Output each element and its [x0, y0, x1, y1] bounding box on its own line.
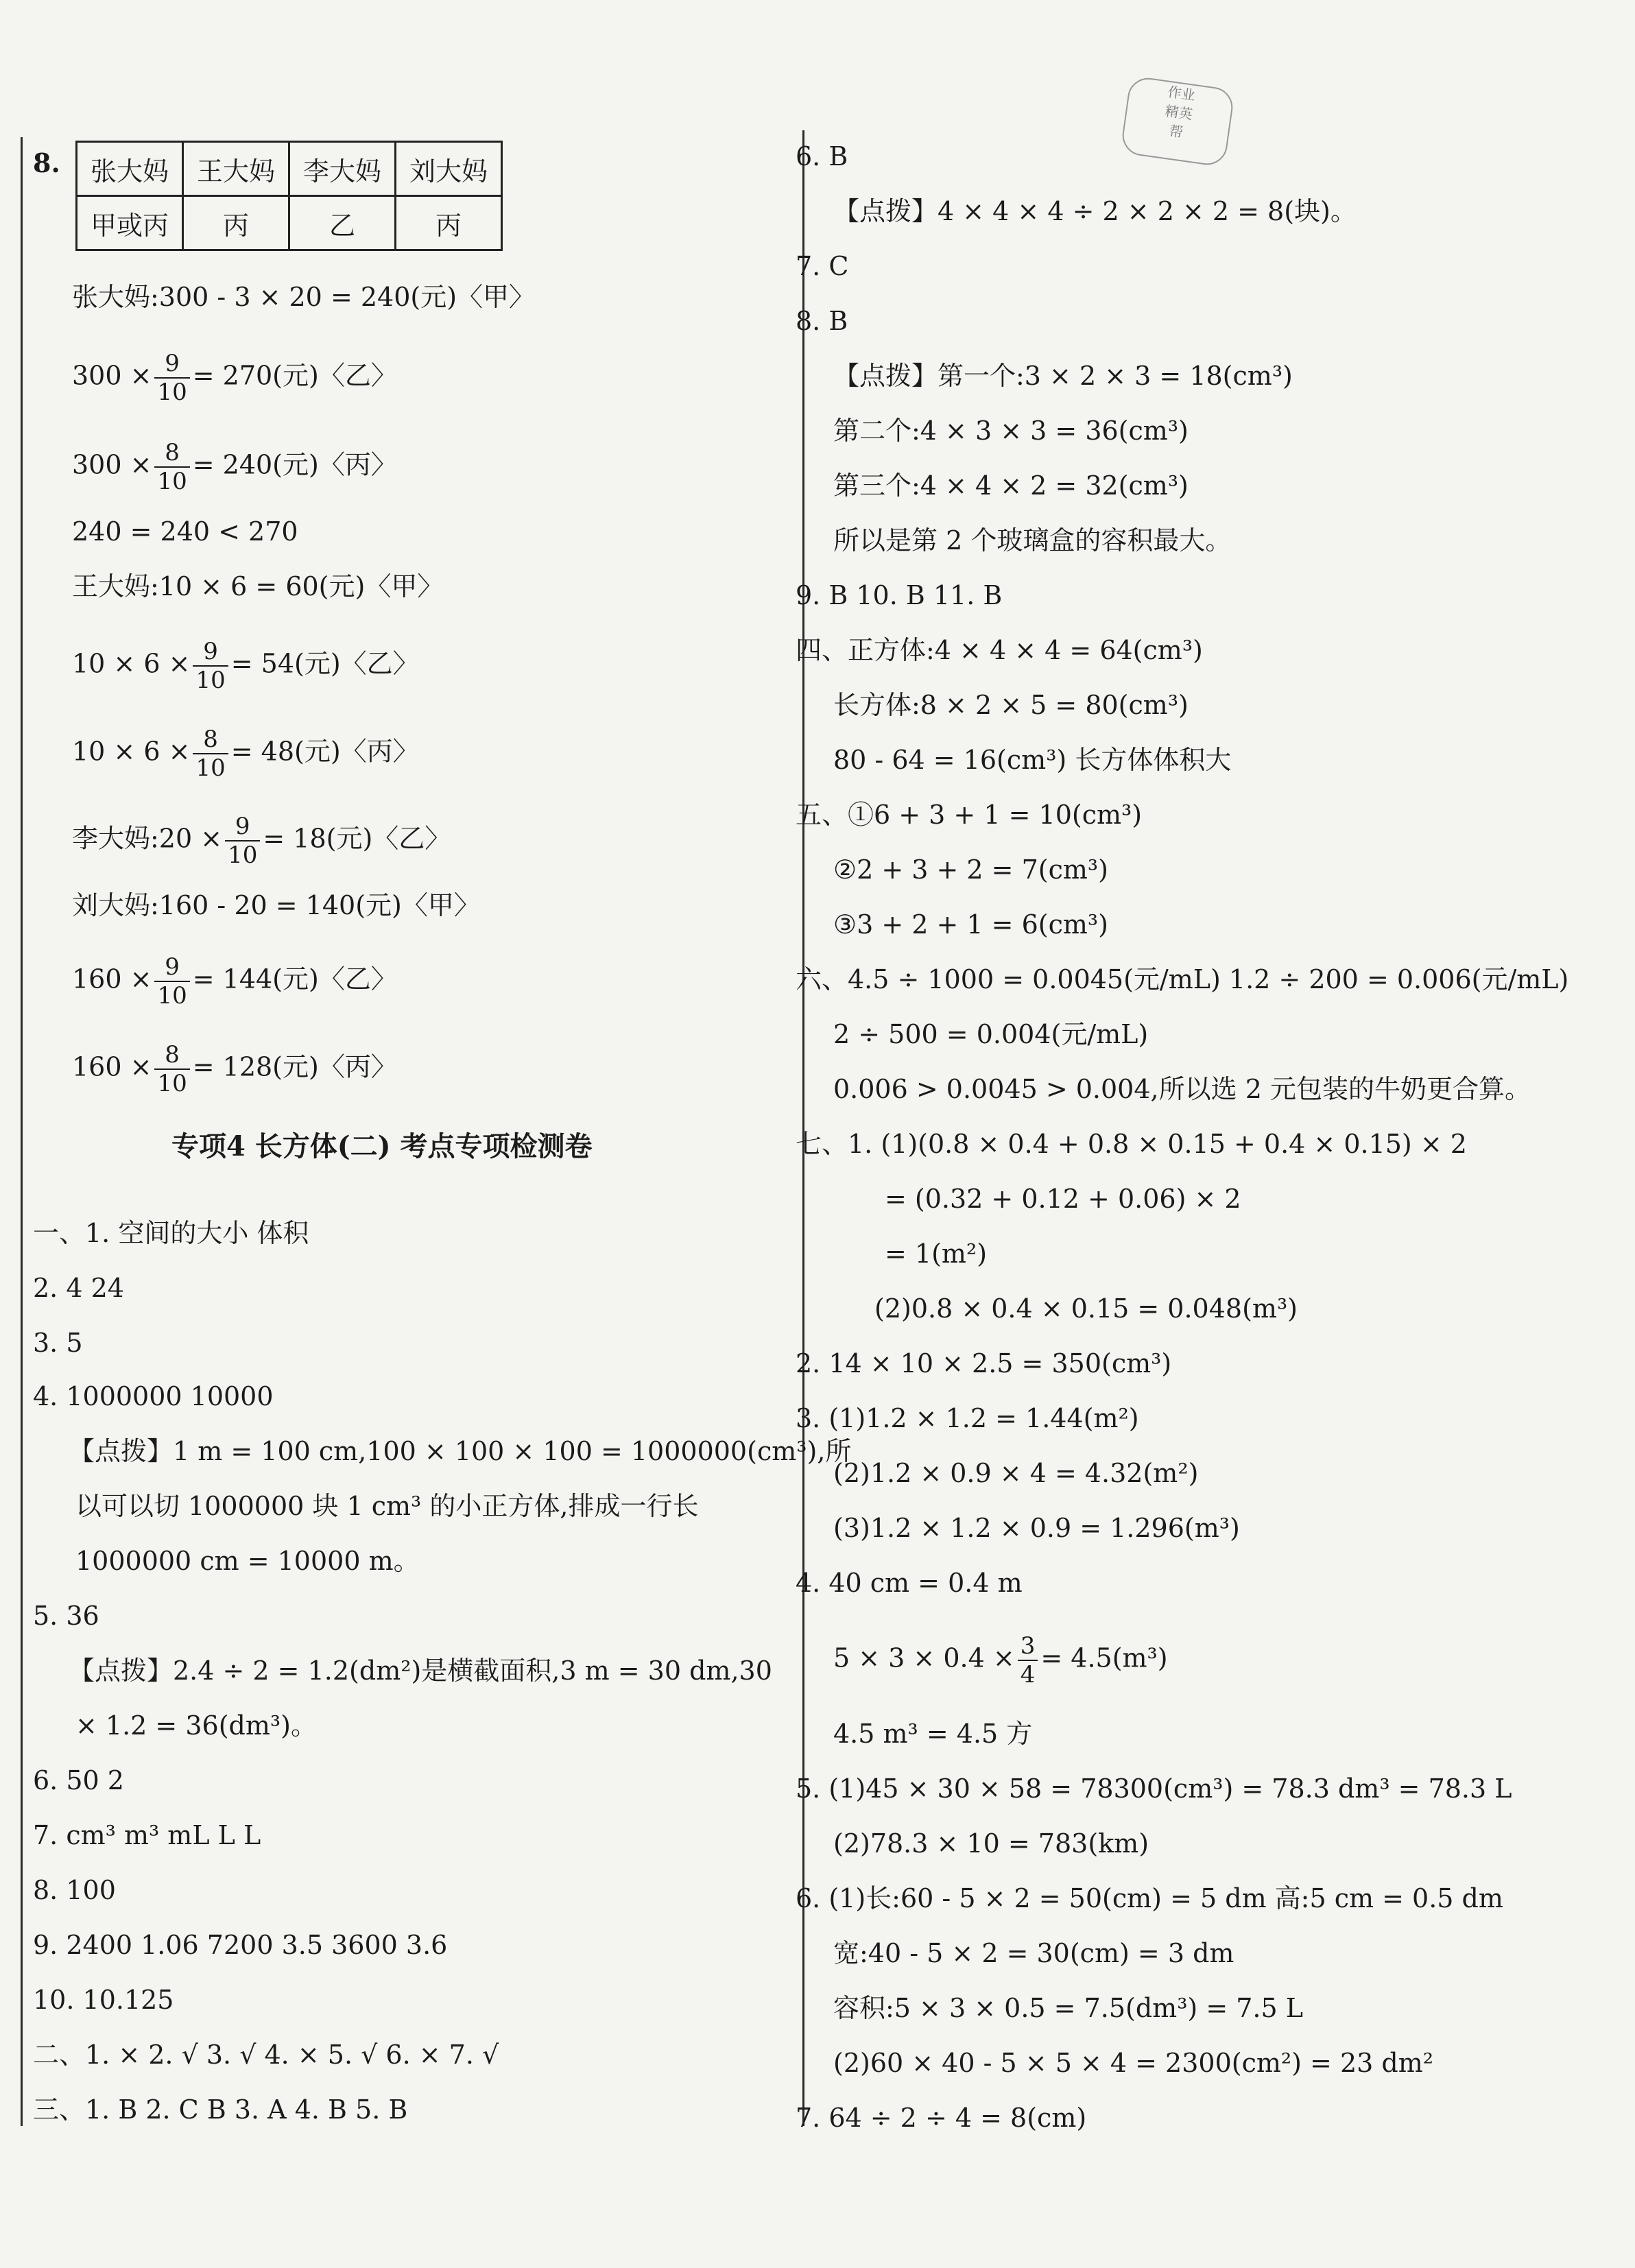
fraction [1018, 1632, 1038, 1688]
expr-part: 李大妈:20 × [72, 823, 223, 854]
answer-line: 7. cm³ m³ mL L L [33, 1820, 261, 1850]
table-header-row [77, 142, 502, 196]
expr-part: 300 × [72, 360, 152, 391]
hint-line: 【点拨】第一个:3 × 2 × 3 = 18(cm³) [833, 361, 1293, 391]
answer-line: 五、①6 + 3 + 1 = 10(cm³) [796, 800, 1143, 830]
hint-line: 【点拨】1 m = 100 cm,100 × 100 × 100 = 1000000(cm³),所 [69, 1436, 852, 1466]
answer-line: 6. 50 2 [33, 1765, 124, 1795]
answer-line: 4.5 m³ = 4.5 方 [833, 1719, 1033, 1749]
denominator: 10 [157, 379, 187, 406]
denominator: 10 [195, 667, 226, 694]
answer-line: 七、1. (1)(0.8 × 0.4 + 0.8 × 0.15 + 0.4 × 0.15) × 2 [796, 1129, 1467, 1159]
answer-line: 9. B 10. B 11. B [796, 580, 1003, 610]
expr-part: 5 × 3 × 0.4 × [833, 1643, 1015, 1673]
table-header-cell: 张大妈 [77, 142, 183, 196]
denominator: 10 [157, 1070, 187, 1097]
expr-part: 10 × 6 × [72, 648, 191, 679]
expr-part: = 128(元)〈丙〉 [192, 1051, 397, 1082]
fraction [154, 1041, 189, 1097]
denominator: 10 [228, 841, 258, 869]
answer-line: = 1(m²) [885, 1239, 988, 1269]
answer-line: 9. 2400 1.06 7200 3.5 3600 3.6 [33, 1930, 448, 1960]
fraction [193, 726, 228, 782]
expr-part: 160 × [72, 964, 152, 994]
answer-line: 二、1. × 2. √ 3. √ 4. × 5. √ 6. × 7. √ [33, 2040, 499, 2070]
expr-part: 300 × [72, 449, 152, 480]
hint-line: 【点拨】2.4 ÷ 2 = 1.2(dm²)是横截面积,3 m = 30 dm,30 [69, 1656, 772, 1686]
watermark-stamp: 作业 精英 帮 [1120, 75, 1235, 167]
answer-line: 7. 64 ÷ 2 ÷ 4 = 8(cm) [796, 2103, 1087, 2133]
table-cell: 丙 [396, 196, 502, 250]
numerator: 8 [154, 1041, 189, 1070]
answer-line: ③3 + 2 + 1 = 6(cm³) [833, 909, 1108, 940]
fraction-line [72, 439, 397, 495]
fraction-line [72, 726, 419, 782]
answer-line: 4. 40 cm = 0.4 m [796, 1568, 1023, 1598]
answer-line: 6. B [796, 141, 848, 171]
answer-line: 一、1. 空间的大小 体积 [33, 1218, 309, 1248]
expr-part: 10 × 6 × [72, 736, 191, 767]
fraction [154, 350, 189, 406]
answer-line: (2)78.3 × 10 = 783(km) [833, 1828, 1149, 1859]
hint-line: 以可以切 1000000 块 1 cm³ 的小正方体,排成一行长 [75, 1491, 699, 1521]
answer-line: 10. 10.125 [33, 1985, 174, 2015]
denominator: 10 [195, 754, 226, 782]
hint-line: × 1.2 = 36(dm³)。 [75, 1710, 317, 1741]
answer-line: 容积:5 × 3 × 0.5 = 7.5(dm³) = 7.5 L [833, 1993, 1304, 2023]
denominator: 10 [157, 982, 187, 1010]
answer-line: 6. (1)长:60 - 5 × 2 = 50(cm) = 5 dm 高:5 cm = 0.5 dm [796, 1883, 1503, 1913]
table-header-cell: 李大妈 [289, 142, 396, 196]
result-table [75, 141, 503, 251]
answer-line: 5. 36 [33, 1601, 99, 1631]
table-label: 8. [33, 147, 60, 178]
answer-line: ②2 + 3 + 2 = 7(cm³) [833, 855, 1108, 885]
expr-part: = 18(元)〈乙〉 [263, 823, 451, 854]
numerator: 8 [154, 439, 189, 468]
fraction [193, 638, 228, 694]
answer-line: 5. (1)45 × 30 × 58 = 78300(cm³) = 78.3 dm³ = 78.3 L [796, 1774, 1512, 1804]
answer-line: (2)1.2 × 0.9 × 4 = 4.32(m²) [833, 1458, 1199, 1488]
numerator: 8 [193, 726, 228, 754]
numerator: 9 [193, 638, 228, 667]
numerator: 9 [225, 813, 260, 841]
answer-line: 四、正方体:4 × 4 × 4 = 64(cm³) [796, 635, 1203, 665]
answer-line: 8. B [796, 306, 848, 336]
fraction [154, 439, 189, 495]
answer-line: 2. 4 24 [33, 1273, 124, 1303]
table-cell: 丙 [183, 196, 289, 250]
page-left-border [21, 137, 23, 2126]
answer-line: 0.006 > 0.0045 > 0.004,所以选 2 元包装的牛奶更合算。 [833, 1074, 1531, 1104]
fraction-line [72, 350, 397, 406]
answer-line: 4. 1000000 10000 [33, 1381, 274, 1411]
numerator: 9 [154, 953, 189, 982]
answer-line: 六、4.5 ÷ 1000 = 0.0045(元/mL) 1.2 ÷ 200 = 0.006(元/mL) [796, 964, 1569, 994]
answer-line: (2)0.8 × 0.4 × 0.15 = 0.048(m³) [874, 1293, 1298, 1324]
fraction-line [72, 638, 419, 694]
answer-line: 刘大妈:160 - 20 = 140(元)〈甲〉 [72, 890, 480, 920]
expr-part: = 240(元)〈丙〉 [192, 449, 397, 480]
answer-line: 王大妈:10 × 6 = 60(元)〈甲〉 [72, 571, 444, 601]
section-heading: 专项4 长方体(二) 考点专项检测卷 [171, 1130, 593, 1162]
answer-line: 宽:40 - 5 × 2 = 30(cm) = 3 dm [833, 1938, 1234, 1968]
answer-line: (2)60 × 40 - 5 × 5 × 4 = 2300(cm²) = 23 dm² [833, 2048, 1433, 2078]
answer-line: 7. C [796, 251, 849, 281]
answer-line: 长方体:8 × 2 × 5 = 80(cm³) [833, 690, 1189, 720]
fraction [154, 953, 189, 1010]
fraction-line [72, 1041, 397, 1097]
expr-part: = 48(元)〈丙〉 [230, 736, 419, 767]
answer-line: (3)1.2 × 1.2 × 0.9 = 1.296(m³) [833, 1513, 1240, 1543]
fraction [225, 813, 260, 869]
hint-line: 所以是第 2 个玻璃盒的容积最大。 [833, 525, 1232, 556]
answer-line: 2 ÷ 500 = 0.004(元/mL) [833, 1019, 1149, 1049]
numerator: 3 [1018, 1632, 1038, 1661]
table-header-cell: 王大妈 [183, 142, 289, 196]
table-cell: 甲或丙 [77, 196, 183, 250]
denominator: 4 [1020, 1661, 1036, 1688]
hint-line: 【点拨】4 × 4 × 4 ÷ 2 × 2 × 2 = 8(块)。 [833, 196, 1357, 226]
denominator: 10 [157, 468, 187, 495]
expr-part: = 270(元)〈乙〉 [192, 360, 397, 391]
expr-part: = 4.5(m³) [1040, 1643, 1168, 1673]
hint-line: 1000000 cm = 10000 m。 [75, 1546, 420, 1576]
answer-line: 2. 14 × 10 × 2.5 = 350(cm³) [796, 1348, 1172, 1378]
fraction-line [72, 953, 397, 1010]
answer-line: 80 - 64 = 16(cm³) 长方体体积大 [833, 745, 1232, 775]
table-row [77, 196, 502, 250]
expr-part: = 54(元)〈乙〉 [230, 648, 419, 679]
answer-line: 3. (1)1.2 × 1.2 = 1.44(m²) [796, 1403, 1139, 1433]
hint-line: 第二个:4 × 3 × 3 = 36(cm³) [833, 416, 1189, 446]
answer-line: 8. 100 [33, 1875, 116, 1905]
numerator: 9 [154, 350, 189, 379]
hint-line: 第三个:4 × 4 × 2 = 32(cm³) [833, 470, 1189, 501]
expr-part: = 144(元)〈乙〉 [192, 964, 397, 994]
answer-line: = (0.32 + 0.12 + 0.06) × 2 [885, 1184, 1241, 1214]
answer-line: 三、1. B 2. C B 3. A 4. B 5. B [33, 2094, 408, 2125]
answer-line: 240 = 240 < 270 [72, 516, 298, 547]
fraction-line [833, 1632, 1168, 1688]
answer-line: 3. 5 [33, 1328, 83, 1358]
table-header-cell: 刘大妈 [396, 142, 502, 196]
fraction-line [72, 813, 451, 869]
answer-line: 张大妈:300 - 3 × 20 = 240(元)〈甲〉 [72, 282, 536, 312]
expr-part: 160 × [72, 1051, 152, 1082]
table-cell: 乙 [289, 196, 396, 250]
